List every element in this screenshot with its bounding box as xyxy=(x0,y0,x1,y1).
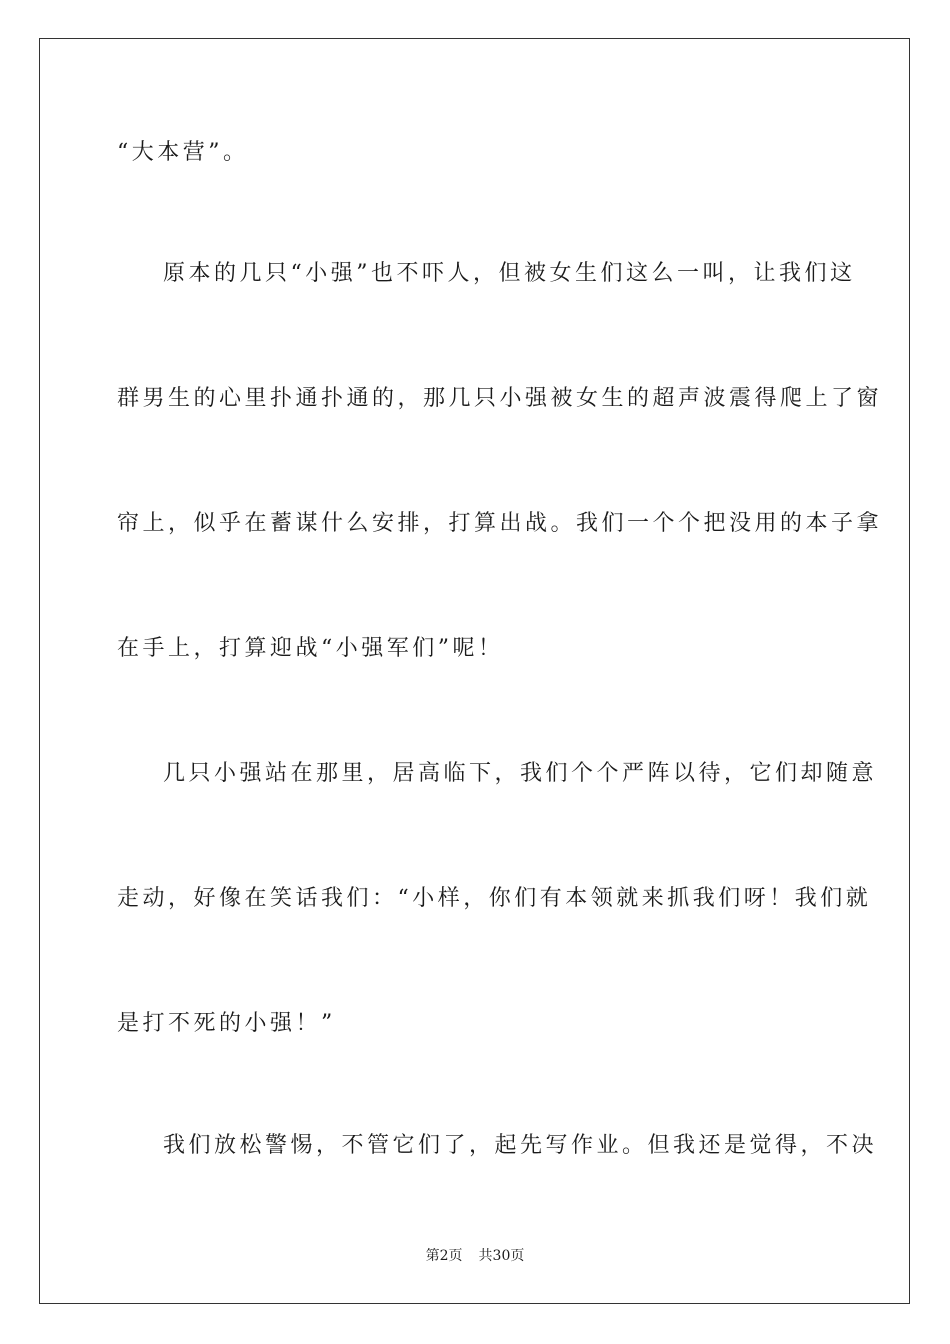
paragraph-first-line: 我们放松警惕，不管它们了，起先写作业。但我还是觉得，不决 xyxy=(163,1133,878,1158)
text-line: 群男生的心里扑通扑通的，那几只小强被女生的超声波震得爬上了窗 xyxy=(117,386,883,411)
paragraph-first-line: 原本的几只“小强”也不吓人，但被女生们这么一叫，让我们这 xyxy=(163,261,856,286)
text-line: “大本营”。 xyxy=(117,140,249,165)
text-line: 帘上，似乎在蓄谋什么安排，打算出战。我们一个个把没用的本子拿 xyxy=(117,511,883,536)
page-number: 第2页 xyxy=(425,1248,463,1264)
page-total: 共30页 xyxy=(478,1248,525,1264)
page-footer xyxy=(0,1247,950,1265)
text-line: 在手上，打算迎战“小强军们”呢！ xyxy=(117,636,504,661)
text-line: 走动，好像在笑话我们：“小样，你们有本领就来抓我们呀！我们就 xyxy=(117,886,872,911)
paragraph-first-line: 几只小强站在那里，居高临下，我们个个严阵以待，它们却随意 xyxy=(163,761,878,786)
text-line: 是打不死的小强！” xyxy=(117,1011,336,1036)
page-border xyxy=(39,38,910,1304)
